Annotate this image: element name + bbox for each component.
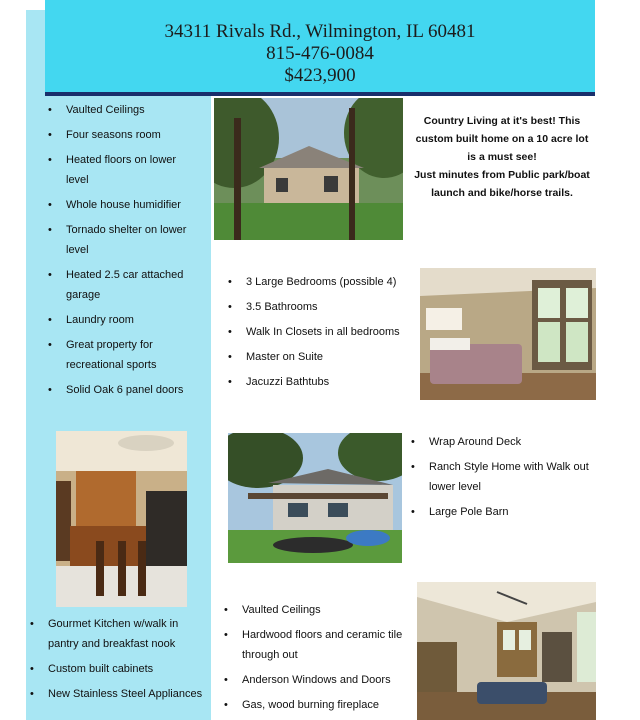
interior-list [222,600,412,720]
list-item: • Jacuzzi Bathtubs [226,372,416,392]
list-item: • 3 Large Bedrooms (possible 4) [226,272,416,292]
living-room-photo [417,582,596,720]
listing-header [45,0,595,92]
list-item: • Walk In Closets in all bedrooms [226,322,416,342]
list-item: • Vaulted Ceilings [222,600,412,620]
header-underline [45,92,595,96]
house-rear-photo [228,433,402,563]
exterior-list [409,432,599,527]
list-item: • Solid Oak 6 panel doors [46,380,196,400]
phone-number: 815-476-0084 [266,43,374,64]
address: 34311 Rivals Rd., Wilmington, IL 60481 [164,21,476,42]
list-item: • New Stainless Steel Appliances [28,684,208,704]
bedroom-photo [420,268,596,400]
list-item: • Heated 2.5 car attached garage [46,265,196,305]
list-item: • Wrap Around Deck [409,432,599,452]
kitchen-list [28,614,208,709]
list-item: • Hardwood floors and ceramic tile through out [222,625,412,665]
intro-text [412,112,592,202]
list-item: • Anderson Windows and Doors [222,670,412,690]
list-item: • Great property for recreational sports [46,335,196,375]
list-item: • Gas, wood burning fireplace [222,695,412,715]
list-item: • Ranch Style Home with Walk out lower level [409,457,599,497]
features-list-left [46,100,196,405]
rooms-list [226,272,416,397]
intro-line-1: Country Living at it's best! This custom built home on a 10 acre lot is a must see! [415,115,589,163]
house-front-photo [214,98,403,240]
list-item: • Vaulted Ceilings [46,100,196,120]
list-item: • Laundry room [46,310,196,330]
price: $423,900 [284,65,356,86]
list-item: • Custom built cabinets [28,659,208,679]
list-item: • Gourmet Kitchen w/walk in pantry and breakfast nook [28,614,208,654]
list-item: • Heated floors on lower level [46,150,196,190]
list-item: • Tornado shelter on lower level [46,220,196,260]
list-item: • Master on Suite [226,347,416,367]
list-item: • Large Pole Barn [409,502,599,522]
list-item: • Four seasons room [46,125,196,145]
intro-line-2: Just minutes from Public park/boat launch and bike/horse trails. [414,169,590,199]
list-item: • Whole house humidifier [46,195,196,215]
page-margin [0,0,26,720]
list-item: • 3.5 Bathrooms [226,297,416,317]
kitchen-photo [56,431,187,607]
